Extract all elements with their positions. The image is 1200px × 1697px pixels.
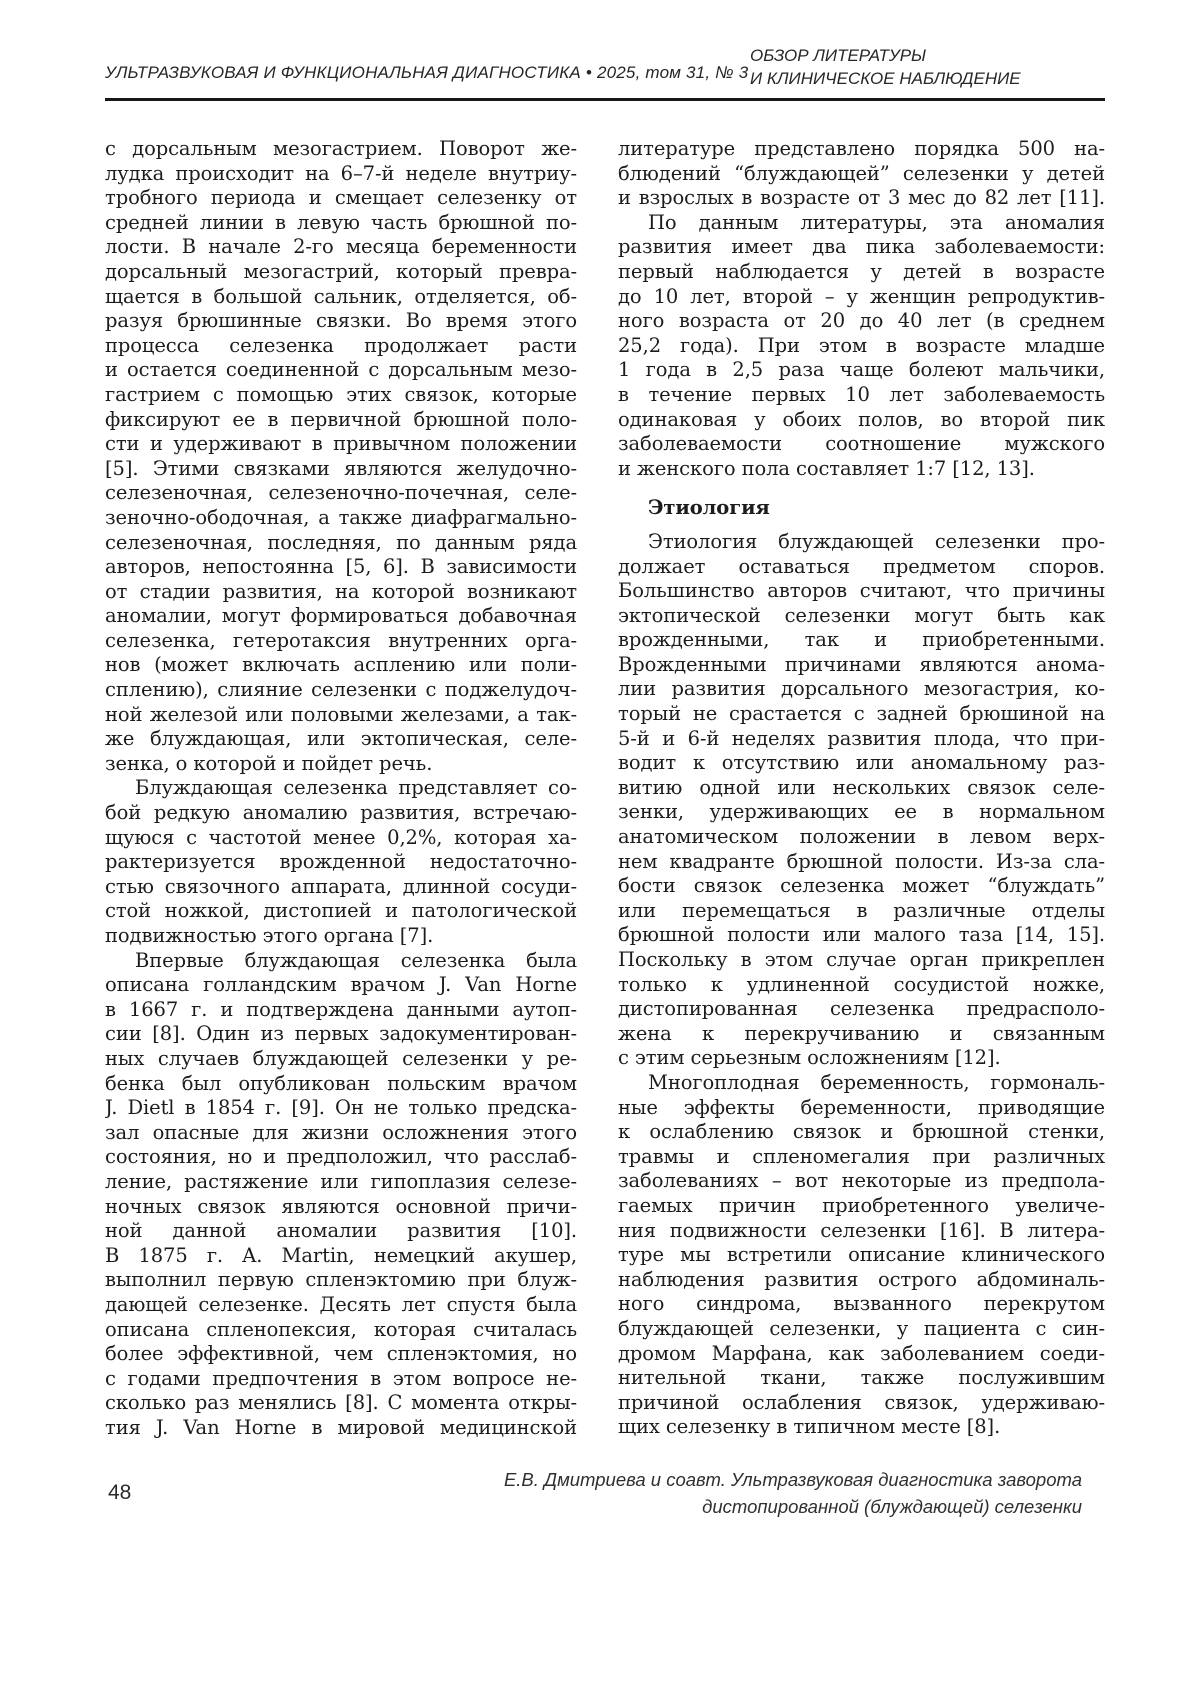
text-line: с дорсальным мезогастрием. Поворот же- xyxy=(105,137,577,160)
text-line: в течение первых 10 лет заболеваемость xyxy=(618,382,1105,406)
journal-header: УЛЬТРАЗВУКОВАЯ И ФУНКЦИОНАЛЬНАЯ ДИАГНОСТИКА • 2025, том 31, № 3 xyxy=(105,63,749,82)
text-line: средней линии в левую часть брюшной по- xyxy=(105,210,577,234)
text-line: наблюдения развития острого абдоминаль- xyxy=(618,1267,1105,1291)
text-line: витию одной или нескольких связок селе- xyxy=(618,775,1105,799)
text-line: ночных связок являются основной причи- xyxy=(105,1194,577,1218)
text-line: аномалии, могут формироваться добавочная xyxy=(105,604,577,628)
text-line: зал опасные для жизни осложнения этого xyxy=(105,1120,577,1144)
text-line: ных случаев блуждающей селезенки у ре- xyxy=(105,1046,577,1070)
text-line: [5]. Этими связками являются желудочно- xyxy=(105,456,577,480)
text-line: анатомическом положении в левом верх- xyxy=(618,825,1105,849)
text-line: зенки, удерживающих ее в нормальном xyxy=(618,800,1105,824)
text-line: в 1667 г. и подтверждена данными аутоп- xyxy=(105,997,577,1021)
text-line: стой ножкой, дистопией и патологической xyxy=(105,899,577,923)
text-line: селезенка, гетеротаксия внутренних орга- xyxy=(105,628,577,652)
text-line: заболеваемости соотношение мужского xyxy=(618,432,1105,456)
text-line: разуя брюшинные связки. Во время этого xyxy=(105,309,577,333)
text-line: зенка, о которой и пойдет речь. xyxy=(105,751,433,775)
text-line: ного возраста от 20 до 40 лет (в среднем xyxy=(618,309,1105,333)
text-line: причиной ослабления связок, удерживаю- xyxy=(618,1390,1105,1414)
text-line: селезеночная, селезеночно-почечная, селе- xyxy=(105,481,577,505)
text-line: 5-й и 6-й неделях развития плода, что при- xyxy=(618,726,1105,750)
text-line: подвижностью этого органа [7]. xyxy=(105,924,434,947)
text-line: врожденными, так и приобретенными. xyxy=(618,628,1105,652)
text-line: гаемых причин приобретенного увеличе- xyxy=(618,1193,1105,1217)
text-line: стью связочного аппарата, длинной сосуди- xyxy=(105,874,577,898)
article-column-left xyxy=(105,137,577,1440)
text-line: блуждающей селезенки, у пациента с син- xyxy=(618,1316,1105,1340)
text-line: сти и удерживают в привычном положении xyxy=(105,432,577,456)
text-line: литературе представлено порядка 500 на- xyxy=(618,137,1105,160)
text-line: ление, растяжение или гипоплазия селезе- xyxy=(105,1169,577,1193)
text-line: и взрослых в возрасте от 3 мес до 82 лет [11]. xyxy=(618,186,1105,210)
text-line: и женского пола составляет 1:7 [12, 13]. xyxy=(618,456,1035,480)
text-line: блюдений “блуждающей” селезенки у детей xyxy=(618,161,1105,185)
text-line: водит к отсутствию или аномальному раз- xyxy=(618,751,1105,775)
text-line: Многоплодная беременность, гормональ- xyxy=(648,1070,1105,1094)
text-line: бой редкую аномалию развития, встречаю- xyxy=(105,801,577,825)
text-line: ные эффекты беременности, приводящие xyxy=(618,1095,1105,1119)
text-line: заболеваниях – вот некоторые из предпола- xyxy=(618,1169,1105,1193)
text-line: дающей селезенке. Десять лет спустя была xyxy=(105,1292,577,1316)
article-column-right xyxy=(618,137,1105,1440)
text-line: от стадии развития, на которой возникают xyxy=(105,579,577,603)
text-line: брюшной полости или малого таза [14, 15]. xyxy=(618,923,1105,947)
text-line: выполнил первую спленэктомию при блуж- xyxy=(105,1268,577,1292)
text-line: описана спленопексия, которая считалась xyxy=(105,1317,577,1341)
page-number: 48 xyxy=(108,1481,132,1504)
header-rule-divider xyxy=(105,98,1105,101)
text-line: Впервые блуждающая селезенка была xyxy=(135,948,577,972)
running-title-line1: Е.В. Дмитриева и соавт. Ультразвуковая диагностика заворота xyxy=(503,1469,1082,1490)
text-line: туре мы встретили описание клинического xyxy=(618,1243,1105,1267)
text-line: фиксируют ее в первичной брюшной поло- xyxy=(105,407,577,431)
text-line: и остается соединенной с дорсальным мезо- xyxy=(105,358,577,382)
text-line: лии развития дорсального мезогастрия, ко- xyxy=(618,677,1105,701)
text-line: тия J. Van Horne в мировой медицинской xyxy=(105,1415,577,1439)
text-line: дорсальный мезогастрий, который превра- xyxy=(105,259,577,283)
section-header-line1: ОБЗОР ЛИТЕРАТУРЫ xyxy=(750,46,927,65)
text-line: травмы и спленомегалия при различных xyxy=(618,1144,1105,1168)
section-header-line2: И КЛИНИЧЕСКОЕ НАБЛЮДЕНИЕ xyxy=(750,69,1021,88)
text-line: ной данной аномалии развития [10]. xyxy=(105,1219,577,1243)
text-line: Этиология блуждающей селезенки про- xyxy=(648,529,1105,553)
text-line: ной железой или половыми железами, а так- xyxy=(105,702,577,726)
text-line: сколько раз менялись [8]. С момента откры- xyxy=(105,1391,577,1415)
text-line: щуюся с частотой менее 0,2%, которая ха- xyxy=(105,825,577,849)
text-line: процесса селезенка продолжает расти xyxy=(105,333,577,357)
text-line: бенка был опубликован польским врачом xyxy=(105,1071,577,1095)
text-line: нительной ткани, также послужившим xyxy=(618,1366,1105,1390)
running-title xyxy=(504,1466,1082,1520)
text-line: сплению), слияние селезенки с поджелудоч- xyxy=(105,678,577,702)
text-line: лудка происходит на 6–7-й неделе внутриу- xyxy=(105,161,577,185)
section-header xyxy=(750,44,1021,90)
text-line: гастрием с помощью этих связок, которые xyxy=(105,382,577,406)
text-line: же блуждающая, или эктопическая, селе- xyxy=(105,727,577,751)
text-line: щих селезенку в типичном месте [8]. xyxy=(618,1415,1001,1439)
text-line: только к удлиненной сосудистой ножке, xyxy=(618,972,1105,996)
text-line: развития имеет два пика заболеваемости: xyxy=(618,235,1105,259)
text-line: рактеризуется врожденной недостаточно- xyxy=(105,850,577,874)
text-line: Блуждающая селезенка представляет со- xyxy=(135,776,577,800)
text-line: лости. В начале 2-го месяца беременности xyxy=(105,235,577,259)
text-line: с этим серьезным осложнениям [12]. xyxy=(618,1046,1001,1070)
text-line: должает оставаться предметом споров. xyxy=(618,554,1105,578)
text-line: сии [8]. Один из первых задокументирован- xyxy=(105,1022,577,1046)
text-line: бости связок селезенка может “блуждать” xyxy=(618,874,1105,898)
text-line: жена к перекручиванию и связанным xyxy=(618,1021,1105,1045)
text-line: до 10 лет, второй – у женщин репродуктив- xyxy=(618,284,1105,308)
text-line: авторов, непостоянна [5, 6]. В зависимости xyxy=(105,555,577,579)
text-line: 25,2 года). При этом в возрасте младше xyxy=(618,333,1105,357)
text-line: зеночно-ободочная, а также диафрагмально- xyxy=(105,505,577,529)
text-line: 1 года в 2,5 раза чаще болеют мальчики, xyxy=(618,358,1105,382)
text-line: По данным литературы, эта аномалия xyxy=(648,210,1105,234)
text-line: описана голландским врачом J. Van Horne xyxy=(105,973,577,997)
text-line: В 1875 г. A. Martin, немецкий акушер, xyxy=(105,1243,577,1267)
text-line: ного синдрома, вызванного перекрутом xyxy=(618,1292,1105,1316)
text-line: селезеночная, последняя, по данным ряда xyxy=(105,530,577,554)
text-line: эктопической селезенки могут быть как xyxy=(618,603,1105,627)
text-line: торый не срастается с задней брюшиной на xyxy=(618,702,1105,726)
text-line: или перемещаться в различные отделы xyxy=(618,898,1105,922)
text-line: дромом Марфана, как заболеванием соеди- xyxy=(618,1341,1105,1365)
text-line: одинаковая у обоих полов, во второй пик xyxy=(618,407,1105,431)
section-heading: Этиология xyxy=(648,496,770,520)
text-line: J. Dietl в 1854 г. [9]. Он не только предска- xyxy=(105,1096,577,1120)
text-line: первый наблюдается у детей в возрасте xyxy=(618,259,1105,283)
text-line: тробного периода и смещает селезенку от xyxy=(105,186,577,210)
text-line: более эффективной, чем спленэктомия, но xyxy=(105,1342,577,1366)
text-line: Большинство авторов считают, что причины xyxy=(618,579,1105,603)
text-line: нем квадранте брюшной полости. Из-за сла- xyxy=(618,849,1105,873)
text-line: с годами предпочтения в этом вопросе не- xyxy=(105,1366,577,1390)
text-line: Врожденными причинами являются анома- xyxy=(618,652,1105,676)
text-line: к ослаблению связок и брюшной стенки, xyxy=(618,1120,1105,1144)
text-line: дистопированная селезенка предрасполо- xyxy=(618,997,1105,1021)
text-line: ния подвижности селезенки [16]. В литера- xyxy=(618,1218,1105,1242)
text-line: щается в большой сальник, отделяется, об- xyxy=(105,284,577,308)
text-line: нов (может включать асплению или поли- xyxy=(105,653,577,677)
text-line: состояния, но и предположил, что расслаб- xyxy=(105,1145,577,1169)
running-title-line2: дистопированной (блуждающей) селезенки xyxy=(702,1496,1082,1517)
text-line: Поскольку в этом случае орган прикреплен xyxy=(618,948,1105,971)
